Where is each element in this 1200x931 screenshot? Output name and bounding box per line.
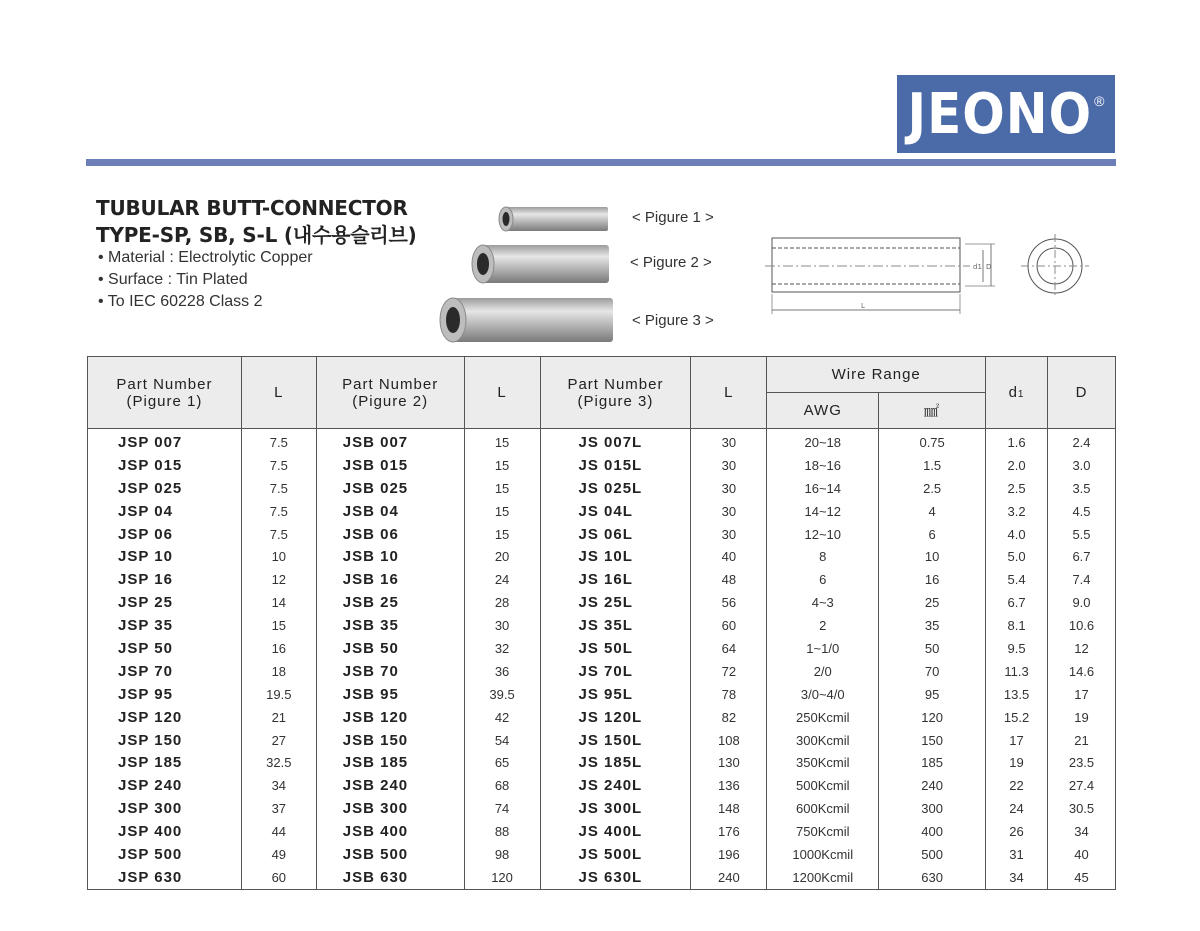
table-row	[88, 683, 1116, 706]
cell-length-fig3: 136	[691, 774, 767, 797]
cell-d: 5.5	[1048, 523, 1116, 546]
cell-mm2: 10	[879, 545, 986, 568]
cell-part-number-fig2: JSB 95	[316, 683, 464, 706]
table-row	[88, 614, 1116, 637]
cell-awg: 300Kcmil	[767, 729, 879, 752]
table-row	[88, 706, 1116, 729]
table-row	[88, 843, 1116, 866]
cell-length-fig1: 15	[241, 614, 316, 637]
cell-d: 9.0	[1048, 591, 1116, 614]
cell-part-number-fig1: JSP 70	[88, 660, 242, 683]
header-part-number-fig1	[88, 357, 242, 429]
cell-length-fig3: 176	[691, 820, 767, 843]
cell-part-number-fig3: JS 025L	[540, 477, 691, 500]
cell-awg: 12~10	[767, 523, 879, 546]
cell-d1: 26	[986, 820, 1048, 843]
cell-part-number-fig2: JSB 04	[316, 500, 464, 523]
header-mm2: ㎟	[879, 393, 986, 429]
table-row	[88, 797, 1116, 820]
cell-d1: 19	[986, 751, 1048, 774]
cell-mm2: 6	[879, 523, 986, 546]
header-divider	[86, 159, 1116, 166]
cell-d1: 13.5	[986, 683, 1048, 706]
cell-d1: 2.5	[986, 477, 1048, 500]
tube-figure-3-image	[437, 296, 615, 344]
cell-d1: 22	[986, 774, 1048, 797]
cell-length-fig2: 15	[464, 477, 540, 500]
cell-awg: 350Kcmil	[767, 751, 879, 774]
cell-mm2: 2.5	[879, 477, 986, 500]
table-row	[88, 523, 1116, 546]
cell-d1: 1.6	[986, 429, 1048, 454]
cell-length-fig3: 30	[691, 500, 767, 523]
table-row	[88, 660, 1116, 683]
spec-surface: • Surface : Tin Plated	[98, 271, 248, 288]
table-row	[88, 729, 1116, 752]
cell-length-fig1: 32.5	[241, 751, 316, 774]
cell-part-number-fig2: JSB 50	[316, 637, 464, 660]
table-row	[88, 591, 1116, 614]
cell-d1: 17	[986, 729, 1048, 752]
cell-part-number-fig1: JSP 015	[88, 454, 242, 477]
header-wire-range: Wire Range	[767, 357, 986, 393]
cell-length-fig3: 64	[691, 637, 767, 660]
table-row	[88, 866, 1116, 889]
cell-length-fig3: 82	[691, 706, 767, 729]
cell-part-number-fig3: JS 50L	[540, 637, 691, 660]
cell-part-number-fig2: JSB 25	[316, 591, 464, 614]
cell-d1: 9.5	[986, 637, 1048, 660]
cell-length-fig2: 54	[464, 729, 540, 752]
figure-3-label: < Pigure 3 >	[632, 312, 714, 329]
cell-part-number-fig3: JS 185L	[540, 751, 691, 774]
header-pn3-line1: Part Number	[567, 375, 664, 393]
header-part-number-fig2	[316, 357, 464, 429]
cell-part-number-fig2: JSB 185	[316, 751, 464, 774]
table-row	[88, 751, 1116, 774]
cell-d1: 34	[986, 866, 1048, 889]
cell-d1: 15.2	[986, 706, 1048, 729]
cell-d1: 8.1	[986, 614, 1048, 637]
cell-d: 40	[1048, 843, 1116, 866]
cell-part-number-fig3: JS 500L	[540, 843, 691, 866]
cell-length-fig2: 88	[464, 820, 540, 843]
cell-part-number-fig2: JSB 015	[316, 454, 464, 477]
cell-part-number-fig2: JSB 400	[316, 820, 464, 843]
header-d1	[986, 357, 1048, 429]
cell-part-number-fig1: JSP 300	[88, 797, 242, 820]
cell-length-fig1: 14	[241, 591, 316, 614]
cell-part-number-fig3: JS 240L	[540, 774, 691, 797]
cell-awg: 1~1/0	[767, 637, 879, 660]
table-row	[88, 454, 1116, 477]
cell-part-number-fig1: JSP 400	[88, 820, 242, 843]
cell-awg: 18~16	[767, 454, 879, 477]
cell-d1: 11.3	[986, 660, 1048, 683]
cell-length-fig1: 7.5	[241, 500, 316, 523]
header-d: D	[1048, 357, 1116, 429]
tube-figure-1-image	[497, 205, 611, 233]
cell-length-fig2: 28	[464, 591, 540, 614]
cell-length-fig3: 108	[691, 729, 767, 752]
cell-length-fig3: 30	[691, 454, 767, 477]
cell-length-fig1: 16	[241, 637, 316, 660]
cell-part-number-fig3: JS 150L	[540, 729, 691, 752]
cell-part-number-fig2: JSB 150	[316, 729, 464, 752]
cell-length-fig3: 40	[691, 545, 767, 568]
cell-length-fig1: 7.5	[241, 454, 316, 477]
cell-part-number-fig3: JS 16L	[540, 568, 691, 591]
spec-material: • Material : Electrolytic Copper	[98, 249, 313, 266]
cell-part-number-fig1: JSP 007	[88, 429, 242, 454]
cell-length-fig1: 27	[241, 729, 316, 752]
cell-mm2: 50	[879, 637, 986, 660]
table-row	[88, 820, 1116, 843]
cell-mm2: 120	[879, 706, 986, 729]
cell-part-number-fig2: JSB 10	[316, 545, 464, 568]
cell-d: 19	[1048, 706, 1116, 729]
cell-part-number-fig2: JSB 16	[316, 568, 464, 591]
product-type: TYPE-SP, SB, S-L (내수용슬리브)	[96, 223, 417, 247]
cell-awg: 500Kcmil	[767, 774, 879, 797]
cell-length-fig1: 37	[241, 797, 316, 820]
cell-mm2: 35	[879, 614, 986, 637]
cell-part-number-fig1: JSP 025	[88, 477, 242, 500]
header-pn1-line2: (Pigure 1)	[126, 392, 203, 410]
cell-d: 27.4	[1048, 774, 1116, 797]
header-pn2-line1: Part Number	[342, 375, 439, 393]
cell-part-number-fig3: JS 10L	[540, 545, 691, 568]
cell-mm2: 300	[879, 797, 986, 820]
spec-list	[98, 247, 313, 313]
cell-d: 30.5	[1048, 797, 1116, 820]
cell-part-number-fig3: JS 007L	[540, 429, 691, 454]
cell-length-fig3: 72	[691, 660, 767, 683]
cell-part-number-fig1: JSP 06	[88, 523, 242, 546]
header-l-fig2: L	[464, 357, 540, 429]
table-row	[88, 500, 1116, 523]
cell-length-fig2: 15	[464, 429, 540, 454]
cell-length-fig1: 49	[241, 843, 316, 866]
cell-length-fig1: 44	[241, 820, 316, 843]
header-awg: AWG	[767, 393, 879, 429]
cell-part-number-fig3: JS 25L	[540, 591, 691, 614]
cell-awg: 2	[767, 614, 879, 637]
cell-length-fig3: 240	[691, 866, 767, 889]
cell-mm2: 70	[879, 660, 986, 683]
cell-length-fig1: 7.5	[241, 523, 316, 546]
header-pn1-line1: Part Number	[116, 375, 213, 393]
cell-mm2: 1.5	[879, 454, 986, 477]
cell-d: 7.4	[1048, 568, 1116, 591]
cell-mm2: 400	[879, 820, 986, 843]
cell-part-number-fig1: JSP 35	[88, 614, 242, 637]
cell-length-fig1: 12	[241, 568, 316, 591]
drawing-d-label: D	[986, 263, 992, 271]
cell-d: 34	[1048, 820, 1116, 843]
cell-awg: 750Kcmil	[767, 820, 879, 843]
cell-part-number-fig1: JSP 500	[88, 843, 242, 866]
cell-part-number-fig2: JSB 300	[316, 797, 464, 820]
cell-length-fig3: 60	[691, 614, 767, 637]
cell-mm2: 16	[879, 568, 986, 591]
technical-drawing	[765, 234, 1095, 320]
brand-name: JEONO	[907, 81, 1093, 147]
cell-part-number-fig1: JSP 10	[88, 545, 242, 568]
spec-table	[87, 356, 1116, 890]
cell-d: 12	[1048, 637, 1116, 660]
cell-part-number-fig1: JSP 04	[88, 500, 242, 523]
figure-1-label: < Pigure 1 >	[632, 209, 714, 226]
cell-part-number-fig1: JSP 16	[88, 568, 242, 591]
cell-length-fig3: 196	[691, 843, 767, 866]
cell-d1: 2.0	[986, 454, 1048, 477]
cell-mm2: 500	[879, 843, 986, 866]
cell-length-fig3: 48	[691, 568, 767, 591]
cell-awg: 14~12	[767, 500, 879, 523]
cell-length-fig3: 130	[691, 751, 767, 774]
cell-length-fig2: 98	[464, 843, 540, 866]
cell-part-number-fig2: JSB 70	[316, 660, 464, 683]
cell-d1: 3.2	[986, 500, 1048, 523]
cell-mm2: 0.75	[879, 429, 986, 454]
cell-length-fig2: 39.5	[464, 683, 540, 706]
cell-part-number-fig3: JS 70L	[540, 660, 691, 683]
cell-length-fig1: 21	[241, 706, 316, 729]
cell-d: 6.7	[1048, 545, 1116, 568]
cell-length-fig1: 7.5	[241, 477, 316, 500]
cell-awg: 250Kcmil	[767, 706, 879, 729]
cell-length-fig2: 30	[464, 614, 540, 637]
cell-mm2: 4	[879, 500, 986, 523]
header-part-number-fig3	[540, 357, 691, 429]
header-d1-main: d	[1008, 384, 1018, 401]
cell-length-fig3: 78	[691, 683, 767, 706]
cell-length-fig1: 19.5	[241, 683, 316, 706]
cell-part-number-fig2: JSB 007	[316, 429, 464, 454]
tube-figure-2-image	[469, 243, 611, 285]
cell-part-number-fig1: JSP 25	[88, 591, 242, 614]
cell-d: 14.6	[1048, 660, 1116, 683]
cell-length-fig3: 56	[691, 591, 767, 614]
table-row	[88, 774, 1116, 797]
cell-d: 3.5	[1048, 477, 1116, 500]
cell-length-fig2: 65	[464, 751, 540, 774]
header-pn2-line2: (Pigure 2)	[352, 392, 429, 410]
cell-length-fig3: 148	[691, 797, 767, 820]
cell-length-fig2: 36	[464, 660, 540, 683]
cell-part-number-fig3: JS 120L	[540, 706, 691, 729]
cell-part-number-fig2: JSB 630	[316, 866, 464, 889]
cell-length-fig1: 60	[241, 866, 316, 889]
cell-length-fig2: 15	[464, 500, 540, 523]
cell-d: 45	[1048, 866, 1116, 889]
product-title: TUBULAR BUTT-CONNECTOR	[96, 196, 408, 220]
cell-d: 2.4	[1048, 429, 1116, 454]
cell-length-fig1: 34	[241, 774, 316, 797]
spec-standard: • To IEC 60228 Class 2	[98, 293, 263, 310]
cell-mm2: 150	[879, 729, 986, 752]
cell-length-fig2: 15	[464, 523, 540, 546]
cell-d1: 5.4	[986, 568, 1048, 591]
cell-length-fig2: 120	[464, 866, 540, 889]
cell-mm2: 630	[879, 866, 986, 889]
cell-awg: 3/0~4/0	[767, 683, 879, 706]
cell-part-number-fig3: JS 35L	[540, 614, 691, 637]
cell-part-number-fig2: JSB 025	[316, 477, 464, 500]
cell-d1: 31	[986, 843, 1048, 866]
cell-part-number-fig3: JS 300L	[540, 797, 691, 820]
cell-d: 3.0	[1048, 454, 1116, 477]
cell-mm2: 95	[879, 683, 986, 706]
cell-awg: 600Kcmil	[767, 797, 879, 820]
cell-awg: 8	[767, 545, 879, 568]
header-l-fig3: L	[691, 357, 767, 429]
header-l-fig1: L	[241, 357, 316, 429]
cell-awg: 20~18	[767, 429, 879, 454]
cell-d1: 4.0	[986, 523, 1048, 546]
cell-part-number-fig2: JSB 500	[316, 843, 464, 866]
cell-length-fig2: 24	[464, 568, 540, 591]
cell-length-fig2: 32	[464, 637, 540, 660]
cell-d: 21	[1048, 729, 1116, 752]
cell-awg: 4~3	[767, 591, 879, 614]
cell-part-number-fig1: JSP 95	[88, 683, 242, 706]
cell-length-fig1: 18	[241, 660, 316, 683]
cell-awg: 6	[767, 568, 879, 591]
cell-part-number-fig2: JSB 240	[316, 774, 464, 797]
cell-awg: 2/0	[767, 660, 879, 683]
cell-length-fig1: 7.5	[241, 429, 316, 454]
cell-part-number-fig1: JSP 50	[88, 637, 242, 660]
cell-length-fig3: 30	[691, 477, 767, 500]
cell-d1: 5.0	[986, 545, 1048, 568]
table-row	[88, 568, 1116, 591]
cell-length-fig2: 68	[464, 774, 540, 797]
cell-part-number-fig3: JS 630L	[540, 866, 691, 889]
header-d1-sub: 1	[1017, 389, 1025, 400]
cell-length-fig3: 30	[691, 523, 767, 546]
cell-d1: 24	[986, 797, 1048, 820]
cell-part-number-fig1: JSP 120	[88, 706, 242, 729]
table-row	[88, 477, 1116, 500]
drawing-d1-label: d1	[973, 263, 982, 271]
cell-part-number-fig3: JS 95L	[540, 683, 691, 706]
cell-d1: 6.7	[986, 591, 1048, 614]
registered-mark: ®	[1094, 93, 1105, 109]
cell-d: 4.5	[1048, 500, 1116, 523]
cell-part-number-fig1: JSP 185	[88, 751, 242, 774]
figure-2-label: < Pigure 2 >	[630, 254, 712, 271]
spec-table-body	[88, 429, 1116, 890]
table-row	[88, 429, 1116, 454]
cell-part-number-fig1: JSP 240	[88, 774, 242, 797]
cell-length-fig2: 20	[464, 545, 540, 568]
cell-length-fig1: 10	[241, 545, 316, 568]
cell-part-number-fig3: JS 015L	[540, 454, 691, 477]
cell-part-number-fig3: JS 06L	[540, 523, 691, 546]
cell-awg: 1200Kcmil	[767, 866, 879, 889]
cell-part-number-fig2: JSB 06	[316, 523, 464, 546]
cell-part-number-fig3: JS 400L	[540, 820, 691, 843]
drawing-end-view	[1021, 234, 1089, 298]
cell-d: 10.6	[1048, 614, 1116, 637]
header-pn3-line2: (Pigure 3)	[577, 392, 654, 410]
cell-part-number-fig2: JSB 120	[316, 706, 464, 729]
cell-length-fig2: 74	[464, 797, 540, 820]
drawing-l-label: L	[861, 302, 865, 310]
cell-mm2: 185	[879, 751, 986, 774]
cell-awg: 16~14	[767, 477, 879, 500]
cell-awg: 1000Kcmil	[767, 843, 879, 866]
cell-mm2: 240	[879, 774, 986, 797]
cell-part-number-fig3: JS 04L	[540, 500, 691, 523]
cell-part-number-fig2: JSB 35	[316, 614, 464, 637]
cell-length-fig2: 42	[464, 706, 540, 729]
cell-part-number-fig1: JSP 630	[88, 866, 242, 889]
cell-part-number-fig1: JSP 150	[88, 729, 242, 752]
table-row	[88, 545, 1116, 568]
cell-mm2: 25	[879, 591, 986, 614]
brand-logo	[897, 75, 1115, 153]
cell-length-fig2: 15	[464, 454, 540, 477]
table-row	[88, 637, 1116, 660]
cell-d: 17	[1048, 683, 1116, 706]
cell-length-fig3: 30	[691, 429, 767, 454]
cell-d: 23.5	[1048, 751, 1116, 774]
